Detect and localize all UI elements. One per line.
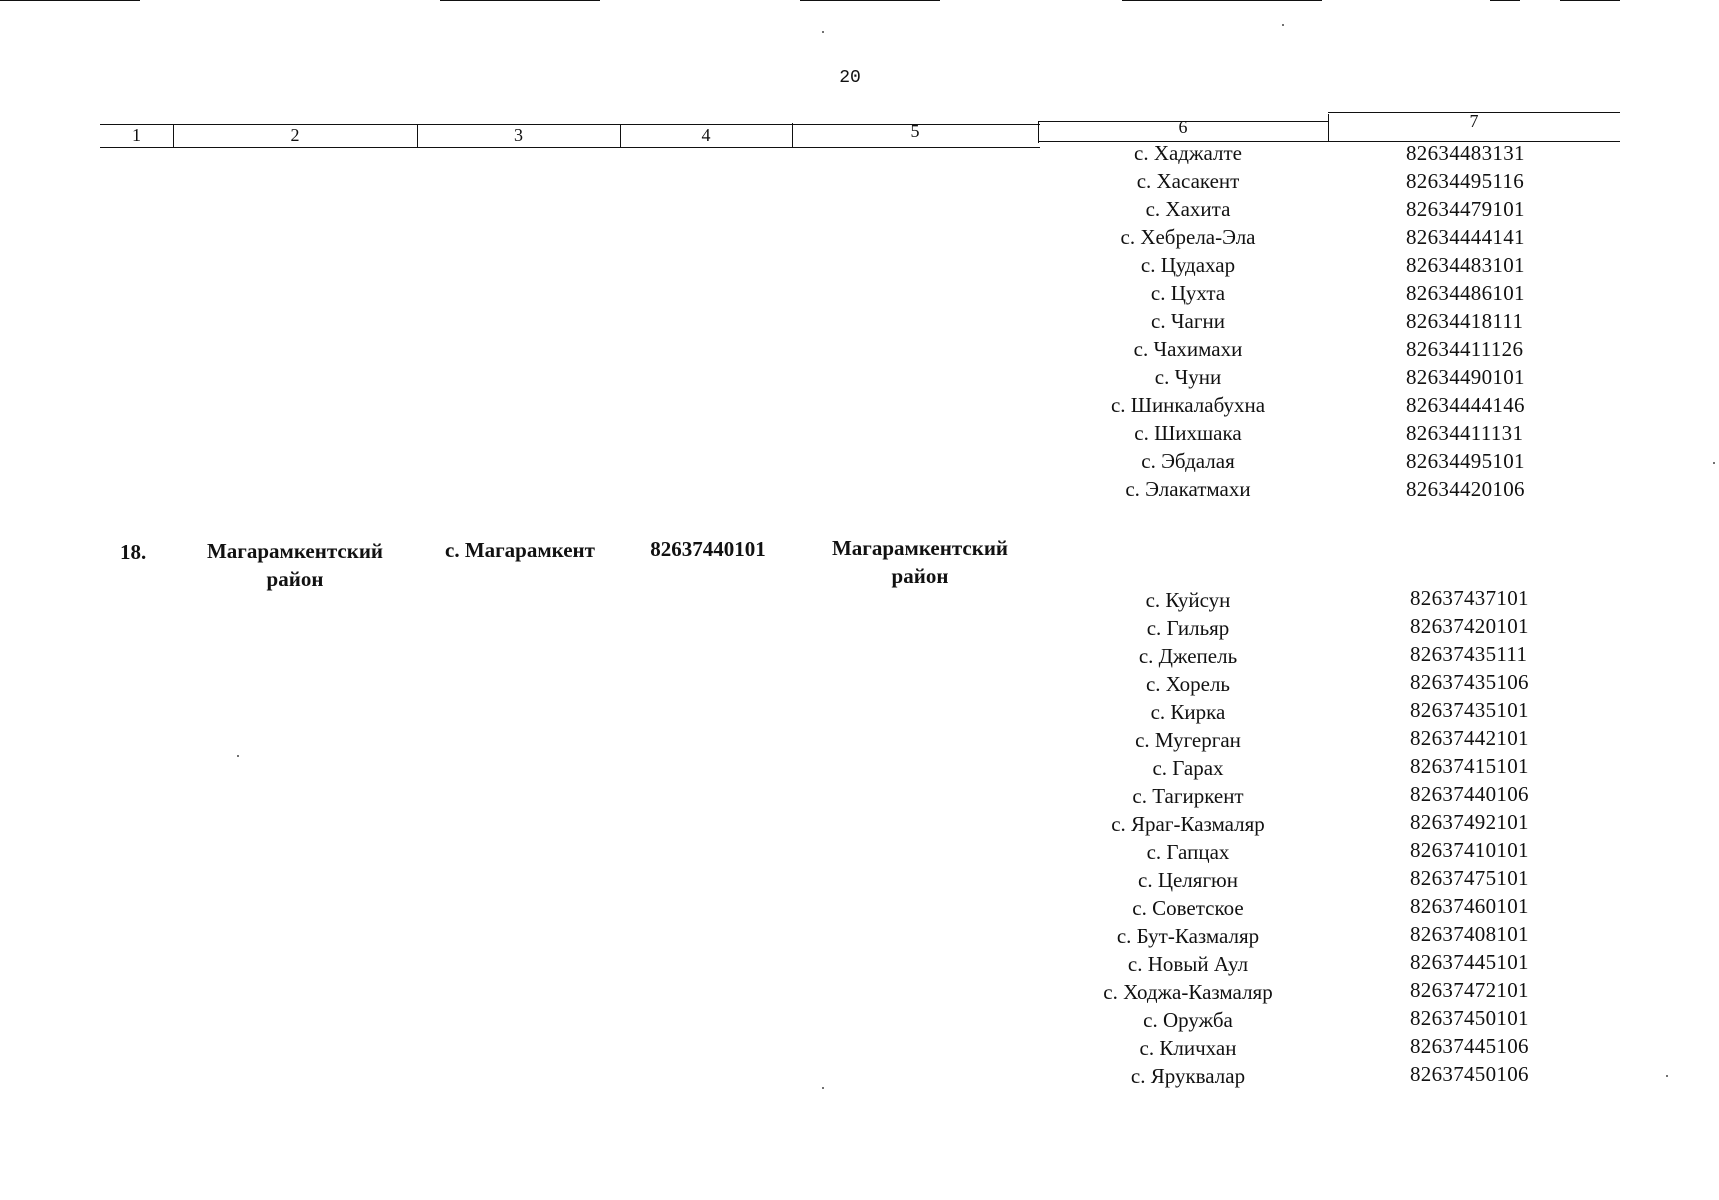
list-item: 82637450101 [1410, 1006, 1529, 1030]
scan-edge-line [440, 0, 600, 1]
scan-edge-line [0, 0, 140, 1]
list-item: с. Новый Аул [1127, 952, 1249, 976]
list-item: с. Хорель [1145, 672, 1231, 696]
scan-speck [1282, 24, 1284, 26]
header-bottom-line [100, 147, 1040, 148]
district-center: с. Магарамкент [445, 538, 595, 562]
column-header-5: 5 [910, 121, 920, 141]
column-header-6: 6 [1178, 117, 1188, 137]
list-item: 82637415101 [1410, 754, 1529, 778]
list-item: 82637408101 [1410, 922, 1529, 946]
list-item: 82637475101 [1410, 866, 1529, 890]
list-item: с. Яруквалар [1130, 1064, 1246, 1088]
list-item: 82637450106 [1410, 1062, 1529, 1086]
page-number: 20 [839, 68, 861, 88]
list-item: 82637435101 [1410, 698, 1529, 722]
list-item: с. Тагиркент [1132, 784, 1244, 808]
list-item: 82634420106 [1406, 477, 1525, 501]
entry-number: 18. [120, 540, 147, 564]
list-item: с. Советское [1132, 896, 1244, 920]
scan-speck [1666, 1075, 1668, 1077]
list-item: с. Хебрела-Эла [1120, 225, 1256, 249]
list-item: с. Ходжа-Казмаляр [1103, 980, 1273, 1004]
list-item: 82634490101 [1406, 365, 1525, 389]
list-item: с. Цудахар [1140, 253, 1236, 277]
scan-edge-line [1490, 0, 1520, 1]
list-item: 82634483101 [1406, 253, 1525, 277]
list-item: с. Элакатмахи [1125, 477, 1251, 501]
column-header-7: 7 [1469, 111, 1479, 131]
list-item: 82637435111 [1410, 642, 1528, 666]
list-item: с. Яраг-Казмаляр [1111, 812, 1265, 836]
scan-speck [237, 755, 239, 757]
list-item: с. Куйсун [1145, 588, 1231, 612]
list-item: с. Джепель [1138, 644, 1238, 668]
list-item: 82634411131 [1406, 421, 1524, 445]
continued-settlement-codes [1406, 139, 1606, 503]
list-item: 82634483131 [1406, 141, 1525, 165]
list-item: с. Целягюн [1138, 868, 1238, 892]
settlement-names [1038, 586, 1338, 1090]
list-item: с. Гильяр [1146, 616, 1230, 640]
list-item: 82637442101 [1410, 726, 1529, 750]
list-item: 82637472101 [1410, 978, 1529, 1002]
list-item: 82634495101 [1406, 449, 1525, 473]
list-item: с. Цухта [1150, 281, 1226, 305]
list-item: 82637445106 [1410, 1034, 1529, 1058]
settlement-codes [1410, 584, 1610, 1088]
list-item: 82637410101 [1410, 838, 1529, 862]
list-item: с. Гарах [1152, 756, 1224, 780]
scan-speck [1713, 462, 1715, 464]
list-item: с. Чагни [1151, 309, 1225, 333]
list-item: с. Шинкалабухна [1110, 393, 1266, 417]
column-header-4: 4 [701, 125, 711, 145]
list-item: с. Эбдалая [1141, 449, 1235, 473]
district-name: Магарамкентский район [206, 539, 384, 591]
list-item: 82634479101 [1406, 197, 1525, 221]
list-item: с. Хаджалте [1134, 141, 1242, 165]
municipality-name: Магарамкентский район [831, 536, 1009, 588]
list-item: с. Гапцах [1146, 840, 1230, 864]
list-item: 82637420101 [1410, 614, 1529, 638]
column-header-3: 3 [514, 125, 523, 145]
list-item: с. Шихшака [1134, 421, 1242, 445]
scan-edge-line [1560, 0, 1620, 1]
scan-edge-line [1122, 0, 1322, 1]
list-item: с. Чуни [1154, 365, 1222, 389]
list-item: 82634486101 [1406, 281, 1525, 305]
list-item: 82637492101 [1410, 810, 1529, 834]
continued-settlement-names [1038, 139, 1338, 503]
list-item: 82634444141 [1406, 225, 1525, 249]
list-item: с. Бут-Казмаляр [1116, 924, 1260, 948]
list-item: с. Чахимахи [1133, 337, 1243, 361]
list-item: с. Хахита [1145, 197, 1231, 221]
column-header-2: 2 [290, 125, 300, 145]
scan-speck [822, 1087, 824, 1089]
list-item: 82637440106 [1410, 782, 1529, 806]
district-center-code: 82637440101 [650, 537, 766, 561]
list-item: с. Мугерган [1135, 728, 1241, 752]
list-item: 82634411126 [1406, 337, 1524, 361]
list-item: 82637437101 [1410, 586, 1529, 610]
list-item: с. Оружба [1143, 1008, 1233, 1032]
scan-speck [822, 31, 824, 33]
list-item: 82637435106 [1410, 670, 1529, 694]
scan-edge-line [800, 0, 940, 1]
list-item: с. Кличхан [1139, 1036, 1237, 1060]
list-item: 82634444146 [1406, 393, 1525, 417]
column-header-1: 1 [132, 125, 141, 145]
list-item: 82634418111 [1406, 309, 1524, 333]
list-item: 82634495116 [1406, 169, 1525, 193]
list-item: 82637460101 [1410, 894, 1529, 918]
list-item: с. Хасакент [1136, 169, 1240, 193]
list-item: 82637445101 [1410, 950, 1529, 974]
list-item: с. Кирка [1150, 700, 1226, 724]
